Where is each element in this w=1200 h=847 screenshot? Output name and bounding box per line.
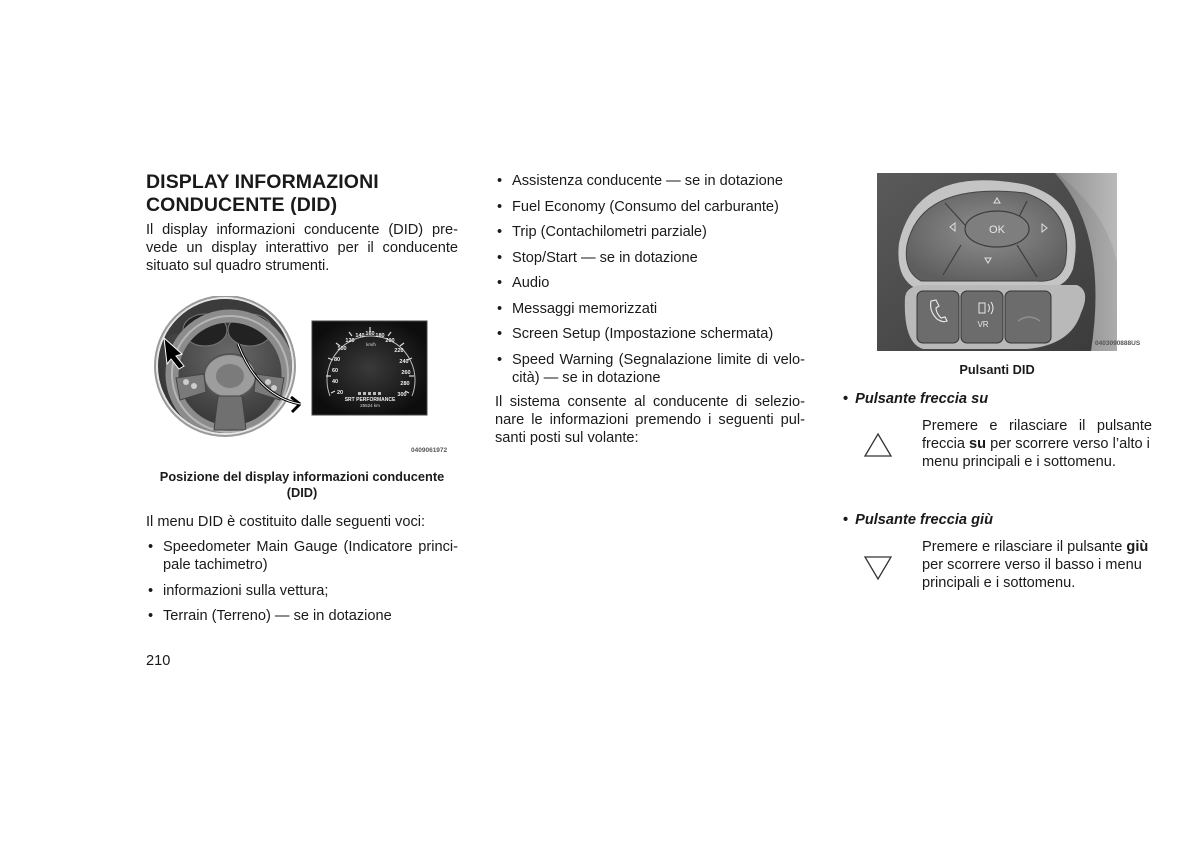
- menu-list-right: [495, 172, 805, 394]
- did-buttons-figure: [877, 173, 1117, 351]
- list-item: • Terrain (Terreno) — se in dotazione: [146, 607, 458, 625]
- description-line: menu principali e i sottomenu.: [922, 454, 1116, 470]
- list-item-line: • Speed Warning (Segnalazione limite di velo-: [512, 351, 805, 368]
- list-item: • Audio: [495, 274, 805, 292]
- gauge-number: 80: [333, 357, 341, 363]
- list-item-line: pale tachimetro): [163, 557, 268, 573]
- up-arrow-icon: [863, 432, 893, 458]
- ok-label: OK: [989, 224, 1005, 236]
- intro-line: vede un display interattivo per il conducente: [146, 240, 458, 256]
- gauge-number: 240: [399, 359, 409, 365]
- steering-wheel-illustration: [150, 296, 460, 461]
- description-line: Premere e rilasciare il pulsante: [922, 418, 1152, 434]
- page-number: 210: [146, 653, 171, 669]
- section-title-line2: CONDUCENTE (DID): [146, 194, 338, 216]
- up-button-description: [922, 417, 1152, 471]
- down-button-heading: • Pulsante freccia giù: [843, 511, 993, 529]
- gauge-number: 140: [355, 333, 365, 339]
- description-bold: su: [969, 436, 987, 452]
- figure-caption: Pulsanti DID: [959, 362, 1035, 377]
- description-line: [922, 538, 1152, 556]
- down-arrow-icon: [863, 555, 893, 581]
- list-item: [146, 538, 458, 574]
- gauge-odometer: 25524 km: [360, 403, 380, 408]
- list-item: • informazioni sulla vettura;: [146, 582, 458, 600]
- figure-caption: [146, 469, 458, 501]
- intro-line: situato sul quadro strumenti.: [146, 258, 330, 274]
- menu-intro: Il menu DID è costituito dalle seguenti voci:: [146, 514, 426, 530]
- list-item: • Assistenza conducente — se in dotazione: [495, 172, 805, 190]
- list-item-line: cità) — se in dotazione: [512, 369, 661, 386]
- gauge-number: 260: [401, 370, 411, 376]
- did-location-figure: [150, 296, 460, 461]
- figure-code: 0409061972: [411, 447, 448, 454]
- caption-line: Posizione del display informazioni conducente: [159, 469, 445, 484]
- gauge-number: 180: [375, 333, 385, 339]
- figure-code: 0403090888US: [1095, 340, 1141, 347]
- description-line: principali e i sottomenu.: [922, 575, 1076, 591]
- list-item: • Screen Setup (Impostazione schermata): [495, 325, 805, 343]
- description-text: per scorrere verso l’alto i: [986, 436, 1150, 452]
- gauge-unit: km/h: [366, 342, 376, 347]
- description-text: freccia: [922, 436, 970, 452]
- gauge-number: 60: [331, 368, 339, 374]
- intro-paragraph: [146, 221, 458, 275]
- outro-line: santi posti sul volante:: [495, 430, 639, 446]
- gauge-number: 280: [400, 381, 410, 387]
- gauge-number: 160: [365, 331, 375, 337]
- description-line: [922, 435, 1152, 453]
- description-bold: giù: [1126, 539, 1149, 555]
- gauge-number: 100: [337, 346, 347, 352]
- gauge-number: 300: [397, 392, 407, 398]
- list-item: • Stop/Start — se in dotazione: [495, 249, 805, 267]
- section-title-line1: DISPLAY INFORMAZIONI: [146, 171, 379, 193]
- intro-line: Il display informazioni conducente (DID) pre-: [146, 222, 458, 238]
- menu-list-left: [146, 538, 458, 633]
- section-title: [146, 171, 466, 217]
- gauge-number: 220: [394, 348, 404, 354]
- list-item-line: • Speedometer Main Gauge (Indicatore princi-: [163, 539, 458, 555]
- gauge-label: SRT PERFORMANCE: [344, 397, 396, 403]
- steering-buttons-photo: [877, 173, 1117, 351]
- list-item: • Messaggi memorizzati: [495, 300, 805, 318]
- gauge-number: 20: [336, 390, 344, 396]
- caption-line: (DID): [286, 485, 318, 500]
- description-text: Premere e rilasciare il pulsante: [922, 539, 1127, 555]
- menu-outro: [495, 393, 805, 447]
- vr-label: VR: [977, 320, 989, 329]
- down-button-description: [922, 538, 1152, 592]
- up-button-heading: • Pulsante freccia su: [843, 390, 988, 408]
- gauge-number: 120: [345, 338, 355, 344]
- list-item: • Trip (Contachilometri parziale): [495, 223, 805, 241]
- description-line: per scorrere verso il basso i menu: [922, 557, 1142, 573]
- gauge-number: 200: [385, 338, 395, 344]
- gauge-number: 40: [331, 379, 339, 385]
- list-item: • Fuel Economy (Consumo del carburante): [495, 198, 805, 216]
- list-item: [495, 351, 805, 387]
- outro-line: nare le informazioni premendo i seguenti pul-: [495, 412, 805, 428]
- outro-line: Il sistema consente al conducente di selezio-: [495, 394, 805, 410]
